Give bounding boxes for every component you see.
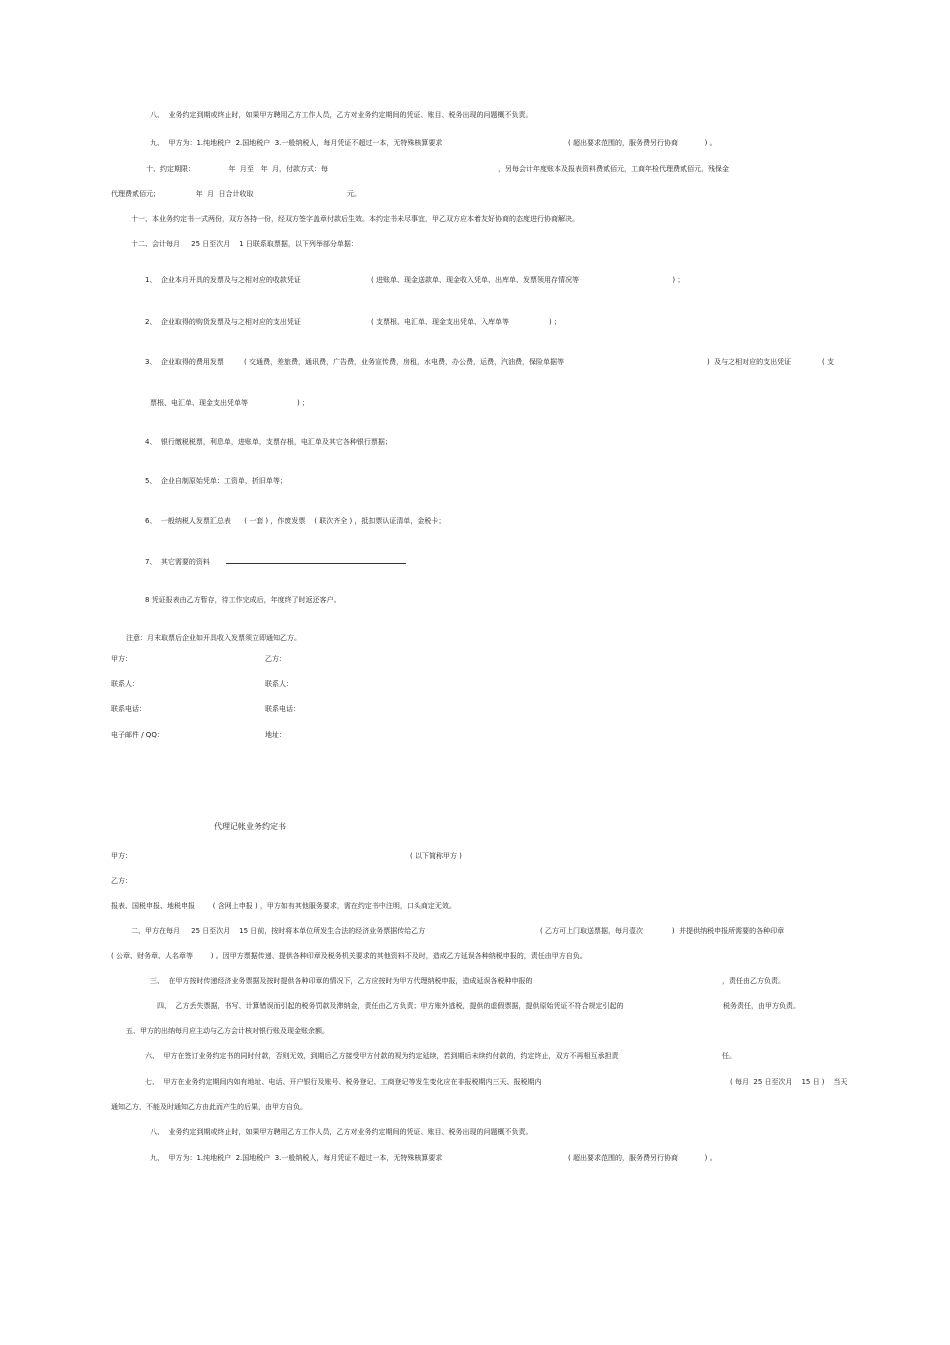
party-a-label: 甲方： — [111, 852, 132, 860]
clause-4-tail: 税务责任，由甲方负责。 — [723, 1002, 800, 1010]
sig-email-a: 电子邮件 / QQ： — [111, 731, 164, 739]
sig-address-b: 地址： — [265, 731, 286, 739]
clause-9-p2: 九、 甲方为：1.纯地税户 2.国地税户 3.一般纳税人，每月凭证不超过一本，无特殊核算要求 — [150, 1154, 443, 1162]
page-title: 代理记帐业务约定书 — [214, 822, 286, 831]
clause-10-text: 十、约定期限： 年 月至 年 月，付款方式：每 — [146, 165, 328, 173]
item-4: 4、 银行缴税税票，利息单，进账单，支票存根，电汇单及其它各种银行票据； — [145, 438, 392, 446]
item-6: 6、 一般纳税人发票汇总表 ( 一套 ) ，作废发票 ( 联次齐全 ) ，抵扣票认证清单，金税卡； — [145, 517, 446, 525]
note: 注意：月末取票后企业如开具收入发票须立即通知乙方。 — [126, 634, 301, 642]
item-7-line — [145, 557, 406, 567]
clause-5: 五、甲方的出纳每月应主动与乙方会计核对银行账及现金账余额。 — [126, 1027, 329, 1035]
blank-line — [226, 557, 406, 564]
clause-2-cont: ( 公章、财务章、人名章等 ) 。因甲方票据传递、提供各种印章及税务机关要求的其他资料不及时，造成乙方延误各种纳税申报的，责任由甲方自负。 — [111, 952, 587, 960]
clause-4: 四、 乙方丢失票据，书写、计算错误而引起的税务罚款及滞纳金，责任由乙方负责；甲方账外逃税，提供的虚假票据，提供原始凭证不符合规定引起的 — [157, 1002, 624, 1010]
sig-phone-b: 联系电话： — [265, 705, 300, 713]
clause-12: 十二、会计每月 25 日至次月 1 日联系取票据，以下列举部分单据： — [131, 240, 358, 248]
clause-7-cont: 通知乙方，不能及时通知乙方由此而产生的后果，由甲方自负。 — [111, 1103, 307, 1111]
clause-3: 三、 在甲方按时传递经济业务票据及按时提供各种印章的情况下，乙方应按时为甲方代理纳税申报，造成延误各税种申报的 — [150, 977, 533, 985]
party-b-label: 乙方： — [111, 877, 132, 885]
clause-9-note: ( 超出要求范围的，服务费另行协商 ) 。 — [568, 139, 717, 147]
item-3: 3、 企业取得的费用发票 — [145, 358, 224, 366]
clause-10-cont: 代理费贰佰元； 年 月 日合计收取 元。 — [111, 190, 361, 198]
clause-2: 二、甲方在每月 25 日至次月 15 日前，按时将本单位所发生合法的经济业务票据传给乙方 — [131, 927, 426, 935]
item-2-detail: ( 支票根、电汇单、现金支出凭单、入库单等 ) ； — [371, 318, 561, 326]
sig-party-a: 甲方： — [111, 655, 132, 663]
sig-party-b: 乙方： — [265, 655, 286, 663]
clause-8: 八、 业务约定到期或终止时，如果甲方聘用乙方工作人员，乙方对业务约定期间的凭证、账目、税务出现的问题概不负责。 — [150, 111, 533, 119]
clause-9-text: 九、 甲方为：1.纯地税户 2.国地税户 3.一般纳税人，每月凭证不超过一本，无特殊核算要求 — [150, 139, 443, 147]
clause-10-fees: ，另每会计年度账本及报表资料费贰佰元，工商年检代理费贰佰元，残保金 — [498, 165, 729, 173]
clause-7: 七、 甲方在业务约定期间内如有地址、电话、开户银行及账号、税务登记、工商登记等发生变化应在非报税期内三天、报税期内 — [145, 1078, 542, 1086]
clause-6-tail: 任。 — [722, 1052, 736, 1060]
item-1-detail: ( 进账单、现金送款单、现金收入凭单、出库单、发票领用存情况等 ) ； — [371, 276, 685, 284]
item-1: 1、 企业本月开具的发票及与之相对应的收款凭证 — [145, 276, 301, 284]
item-2: 2、 企业取得的购货发票及与之相对应的支出凭证 — [145, 318, 301, 326]
clause-7-note: ( 每月 25 日至次月 15 日 ) 当天 — [730, 1078, 848, 1086]
clause-9-note-p2: ( 超出要求范围的，服务费另行协商 ) 。 — [568, 1154, 717, 1162]
clause-2-note: ( 乙方可上门取送票据，每月壹次 ) 并提供纳税申报所需要的各种印章 — [540, 927, 785, 935]
clause-8-p2: 八、 业务约定到期或终止时，如果甲方聘用乙方工作人员，乙方对业务约定期间的凭证、账目、税务出现的问题概不负责。 — [150, 1128, 533, 1136]
item-3-cont: 票根、电汇单、现金支出凭单等 ) ； — [150, 399, 309, 407]
item-8: 8 凭证报表由乙方暂存，待工作完成后，年度终了时返还客户。 — [145, 596, 341, 604]
item-3-detail: ( 交通费，差旅费，通讯费，广告费，业务宣传费，房租，水电费，办公费，运费，汽油费，保险单据等 — [244, 358, 564, 366]
sig-contact-b: 联系人： — [265, 680, 293, 688]
clause-3-tail: ，责任由乙方负责。 — [722, 977, 785, 985]
item-7: 7、 其它需要的资料 — [145, 558, 210, 566]
sig-contact-a: 联系人： — [111, 680, 139, 688]
item-3-tail: ) 及与之相对应的支出凭证 — [707, 358, 792, 366]
clause-11: 十一、本业务约定书一式两份，双方各持一份，经双方签字盖章付款后生效。本约定书未尽事宜，甲乙双方应本着友好协商的态度进行协商解决。 — [131, 215, 579, 223]
party-a-note: ( 以下简称甲方 ) — [410, 852, 462, 860]
item-5: 5、 企业自制原始凭单：工资单，折旧单等； — [145, 477, 287, 485]
clause-1: 报表、国税申报、地税申报 ( 含网上申报 ) ，甲方如有其他服务要求，需在约定书中注明，口头商定无效。 — [111, 902, 456, 910]
item-3-tail2: ( 支 — [822, 358, 834, 366]
clause-6: 六、 甲方在签订业务约定书的同时付款，否则无效，到期后乙方接受甲方付款的视为约定延续，若到期后未续约付款的，约定终止，双方不再相互承担责 — [145, 1052, 619, 1060]
sig-phone-a: 联系电话： — [111, 705, 146, 713]
